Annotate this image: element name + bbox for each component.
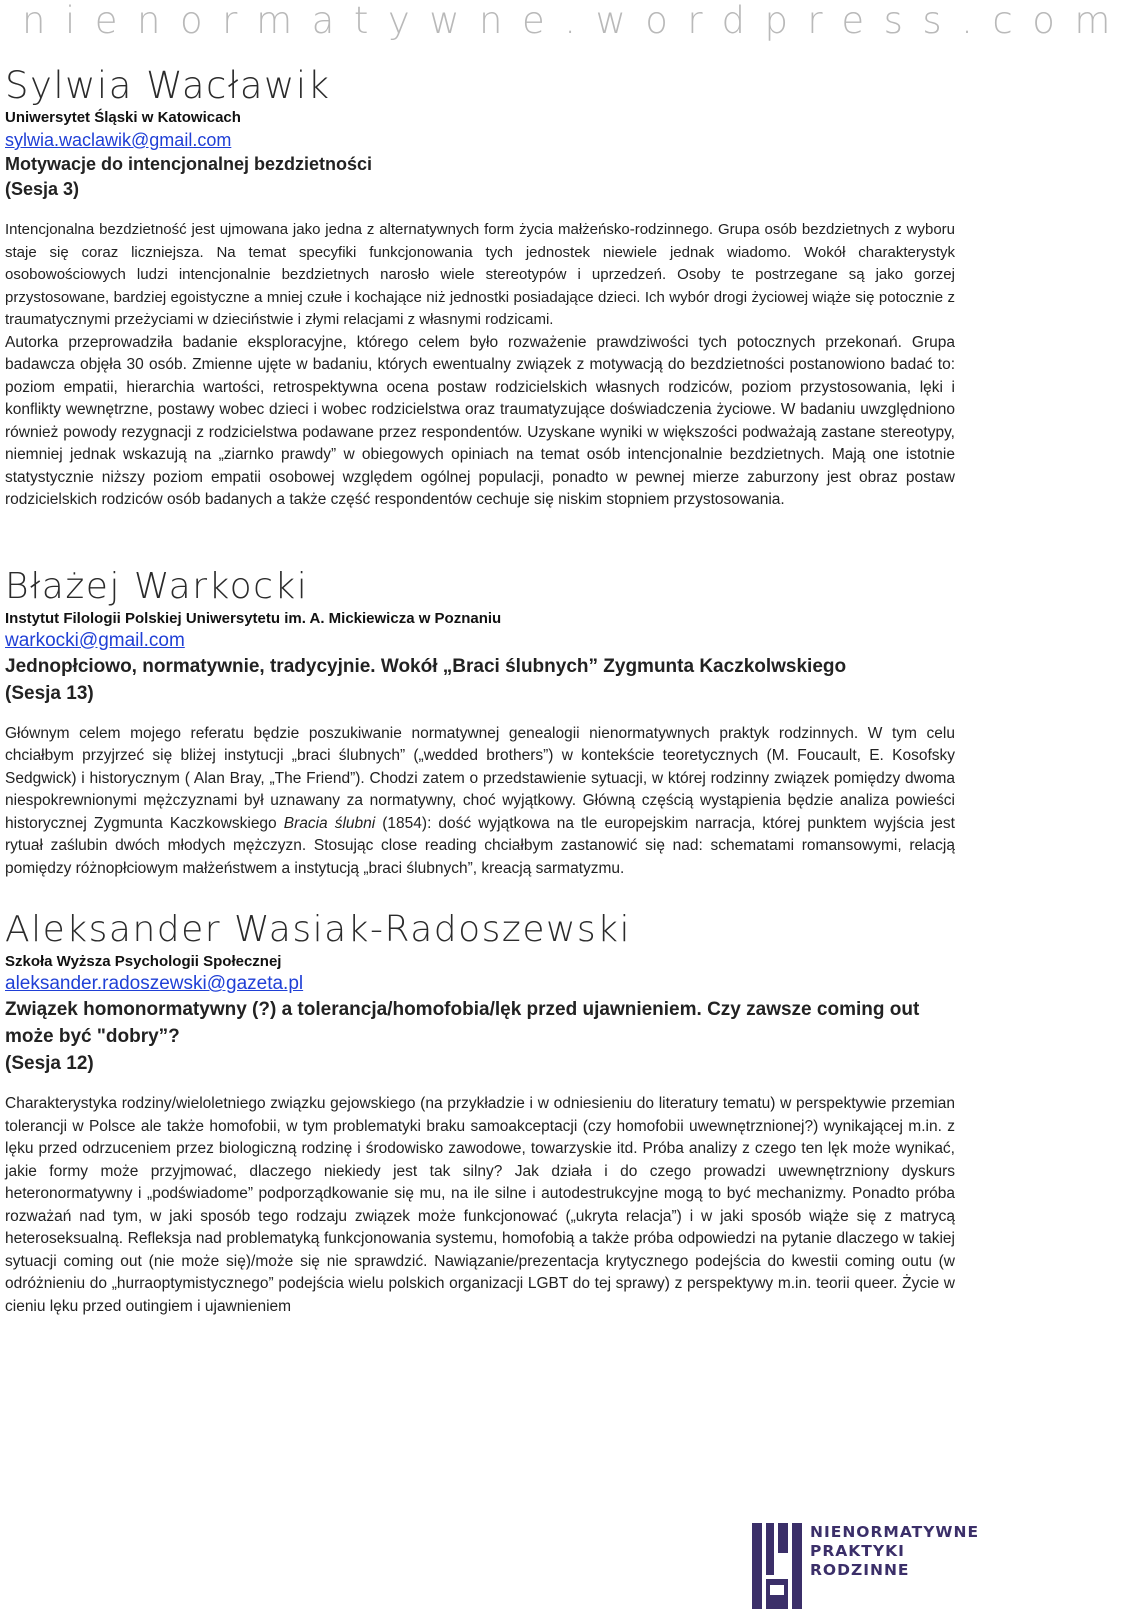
abstract-paragraph: Charakterystyka rodziny/wieloletniego związku gejowskiego (na przykładzie i w odniesieniu do literatury tematu) w perspektywie przemian tolerancji w Polsce ale także homofobii, w tym problematyki braku samoakceptacji (czy homofobii uwewnętrznionej?) wynikającej m.in. z lęku przed odrzuceniem przez biologiczną rodzinę i środowisko zawodowe, towarzyskie itd. Próba analizy z czego ten lęk może wynikać, jakie formy może przyjmować, dlaczego niekiedy jest tak silny? Jak działa i do czego prowadzi uwewnętrzniony dyskurs heteronormatywny i „podświadome” podporządkowanie się mu, na ile silne i autodestrukcyjne mogą to być mechanizmy. Ponadto próba rozważań nad tym, w jaki sposób tego rodzaju związek może funkcjonować („ukryta relacja”) i w jaki sposób wiąże się z matrycą heteroseksualną. Refleksja nad problematyką funkcjonowania systemu, homofobią a także próba odpowiedzi na pytanie dlaczego w takiej sytuacji coming out (nie może się)/może się nie sprawdzić. Nawiązanie/prezentacja krytycznego podejścia do kwestii coming outu (w odróżnieniu do „hurraoptymistycznego” podejścia wielu polskich organizacji LGBT do tej sprawy) z perspektywy m.in. teorii queer. Życie w cieniu lęku przed outingiem i ujawnieniem: [5, 1095, 955, 1315]
logo-text: [810, 1523, 979, 1580]
abstract-section-1: [5, 64, 955, 512]
author-affiliation: Uniwersytet Śląski w Katowicach: [5, 109, 241, 126]
abstract-paragraph: Intencjonalna bezdzietność jest ujmowana jako jedna z alternatywnych form życia małżeńsko-rodzinnego. Grupa osób bezdzietnych z wyboru staje się coraz liczniejsza. Na temat specyfiki funkcjonowania tych jednostek niewiele jednak wiadomo. Wokół charakterystyk osobowościowych ludzi intencjonalnie bezdzietnych narosło wiele stereotypów i uprzedzeń. Osoby te postrzegane są jako gorzej przystosowane, bardziej egoistyczne a mniej czułe i kochające niż jednostki posiadające dzieci. Ich wybór drogi życiowej wiąże się potocznie z traumatycznymi przeżyciami w dzieciństwie i złymi relacjami z własnymi rodzicami.: [5, 221, 955, 328]
abstract-text-part: (1854): dość wyjątkowa na tle europejskim narracja, której punktem wyjścia jest rytuał zaślubin dwóch młodych mężczyzn. Stosując close reading chciałbym zastanowić się nad: schematami romansowymi, relacją pomiędzy różnopłciowym małżeństwem a instytucją „braci ślubnych”, kreacją sarmatyzmu.: [5, 814, 955, 877]
author-affiliation: Instytut Filologii Polskiej Uniwersytetu im. A. Mickiewicza w Poznaniu: [5, 609, 502, 627]
author-affiliation: Szkoła Wyższa Psychologii Społecznej: [5, 953, 282, 970]
logo-line: NIENORMATYWNE: [810, 1523, 980, 1541]
nienormatywne-praktyki-logo: [752, 1521, 980, 1613]
author-email-link[interactable]: aleksander.radoszewski@gazeta.pl: [5, 973, 304, 994]
abstract-text-part: Głównym celem mojego referatu będzie poszukiwanie normatywnej genealogii nienormatywnych praktyk rodzinnych. W tym celu chciałbym przyjrzeć się bliżej instytucji „braci ślubnych” („wedded brothers”) w kontekście teoretycznych (M. Foucault, E. Kosofsky Sedgwick) i historycznym ( Alan Bray, „The Friend”). Chodzi zatem o przedstawienie sytuacji, w której rodzinny związek pomiędzy dwoma niespokrewnionymi mężczyznami był uznawany za normatywny, choć wyjątkowy. Główną częścią wystąpienia będzie analiza powieści historycznej Zygmunta Kaczkowskiego: [5, 724, 955, 832]
talk-title: Motywacje do intencjonalnej bezdzietności: [5, 154, 373, 174]
session-label: (Sesja 12): [5, 1053, 94, 1074]
author-email-link[interactable]: sylwia.waclawik@gmail.com: [5, 130, 232, 150]
author-name: Aleksander Wasiak-Radoszewski: [5, 909, 632, 950]
logo-mark-icon: [752, 1521, 808, 1613]
session-label: (Sesja 3): [5, 179, 80, 199]
book-title: Bracia ślubni: [283, 814, 376, 832]
logo-line: RODZINNE: [810, 1561, 910, 1579]
abstract-section-3: [5, 908, 955, 1318]
logo-line: PRAKTYKI: [810, 1542, 905, 1560]
author-email-link[interactable]: warkocki@gmail.com: [5, 629, 185, 651]
abstract-text: [5, 1093, 955, 1318]
site-header: nienormatywne.wordpress.com: [22, 0, 1130, 42]
talk-title: Jednopłciowo, normatywnie, tradycyjnie. Wokół „Braci ślubnych” Zygmunta Kaczkolwskiego: [5, 655, 847, 677]
author-name: Sylwia Wacławik: [5, 64, 331, 107]
abstract-text: [5, 219, 955, 512]
session-label: (Sesja 13): [5, 682, 94, 704]
page-content: [5, 64, 955, 1318]
abstract-text: [5, 723, 955, 881]
author-name: Błażej Warkocki: [5, 565, 309, 607]
abstract-paragraph: [5, 723, 955, 881]
talk-title: Związek homonormatywny (?) a tolerancja/homofobia/lęk przed ujawnieniem. Czy zawsze coming out może być "dobry”?: [5, 999, 920, 1047]
abstract-paragraph: Autorka przeprowadziła badanie eksploracyjne, którego celem było rozważenie prawdziwości tych potocznych przekonań. Grupa badawcza objęła 30 osób. Zmienne ujęte w badaniu, których ewentualny związek z motywacją do bezdzietności postanowiono badać to: poziom empatii, hierarchia wartości, retrospektywna ocena postaw rodzicielskich własnych rodziców, poziom przystosowania, lęki i konflikty wewnętrzne, postawy wobec dzieci i wobec rodzicielstwa oraz traumatyzujące doświadczenia życiowe. W badaniu uwzględniono również powody rezygnacji z rodzicielstwa podawane przez respondentów. Uzyskane wyniki w większości podważają zastane stereotypy, niemniej jednak wskazują na „ziarnko prawdy” w obiegowych opiniach na temat osób intencjonalnie bezdzietnych. Mają one istotnie statystycznie niższy poziom empatii osobowej względem ogólnej populacji, ponadto w pewnej mierze zaburzony jest obraz postaw rodzicielskich rodziców osób badanych a także część respondentów cechuje się niskim stopniem przystosowania.: [5, 333, 955, 508]
abstract-section-2: [5, 565, 955, 881]
